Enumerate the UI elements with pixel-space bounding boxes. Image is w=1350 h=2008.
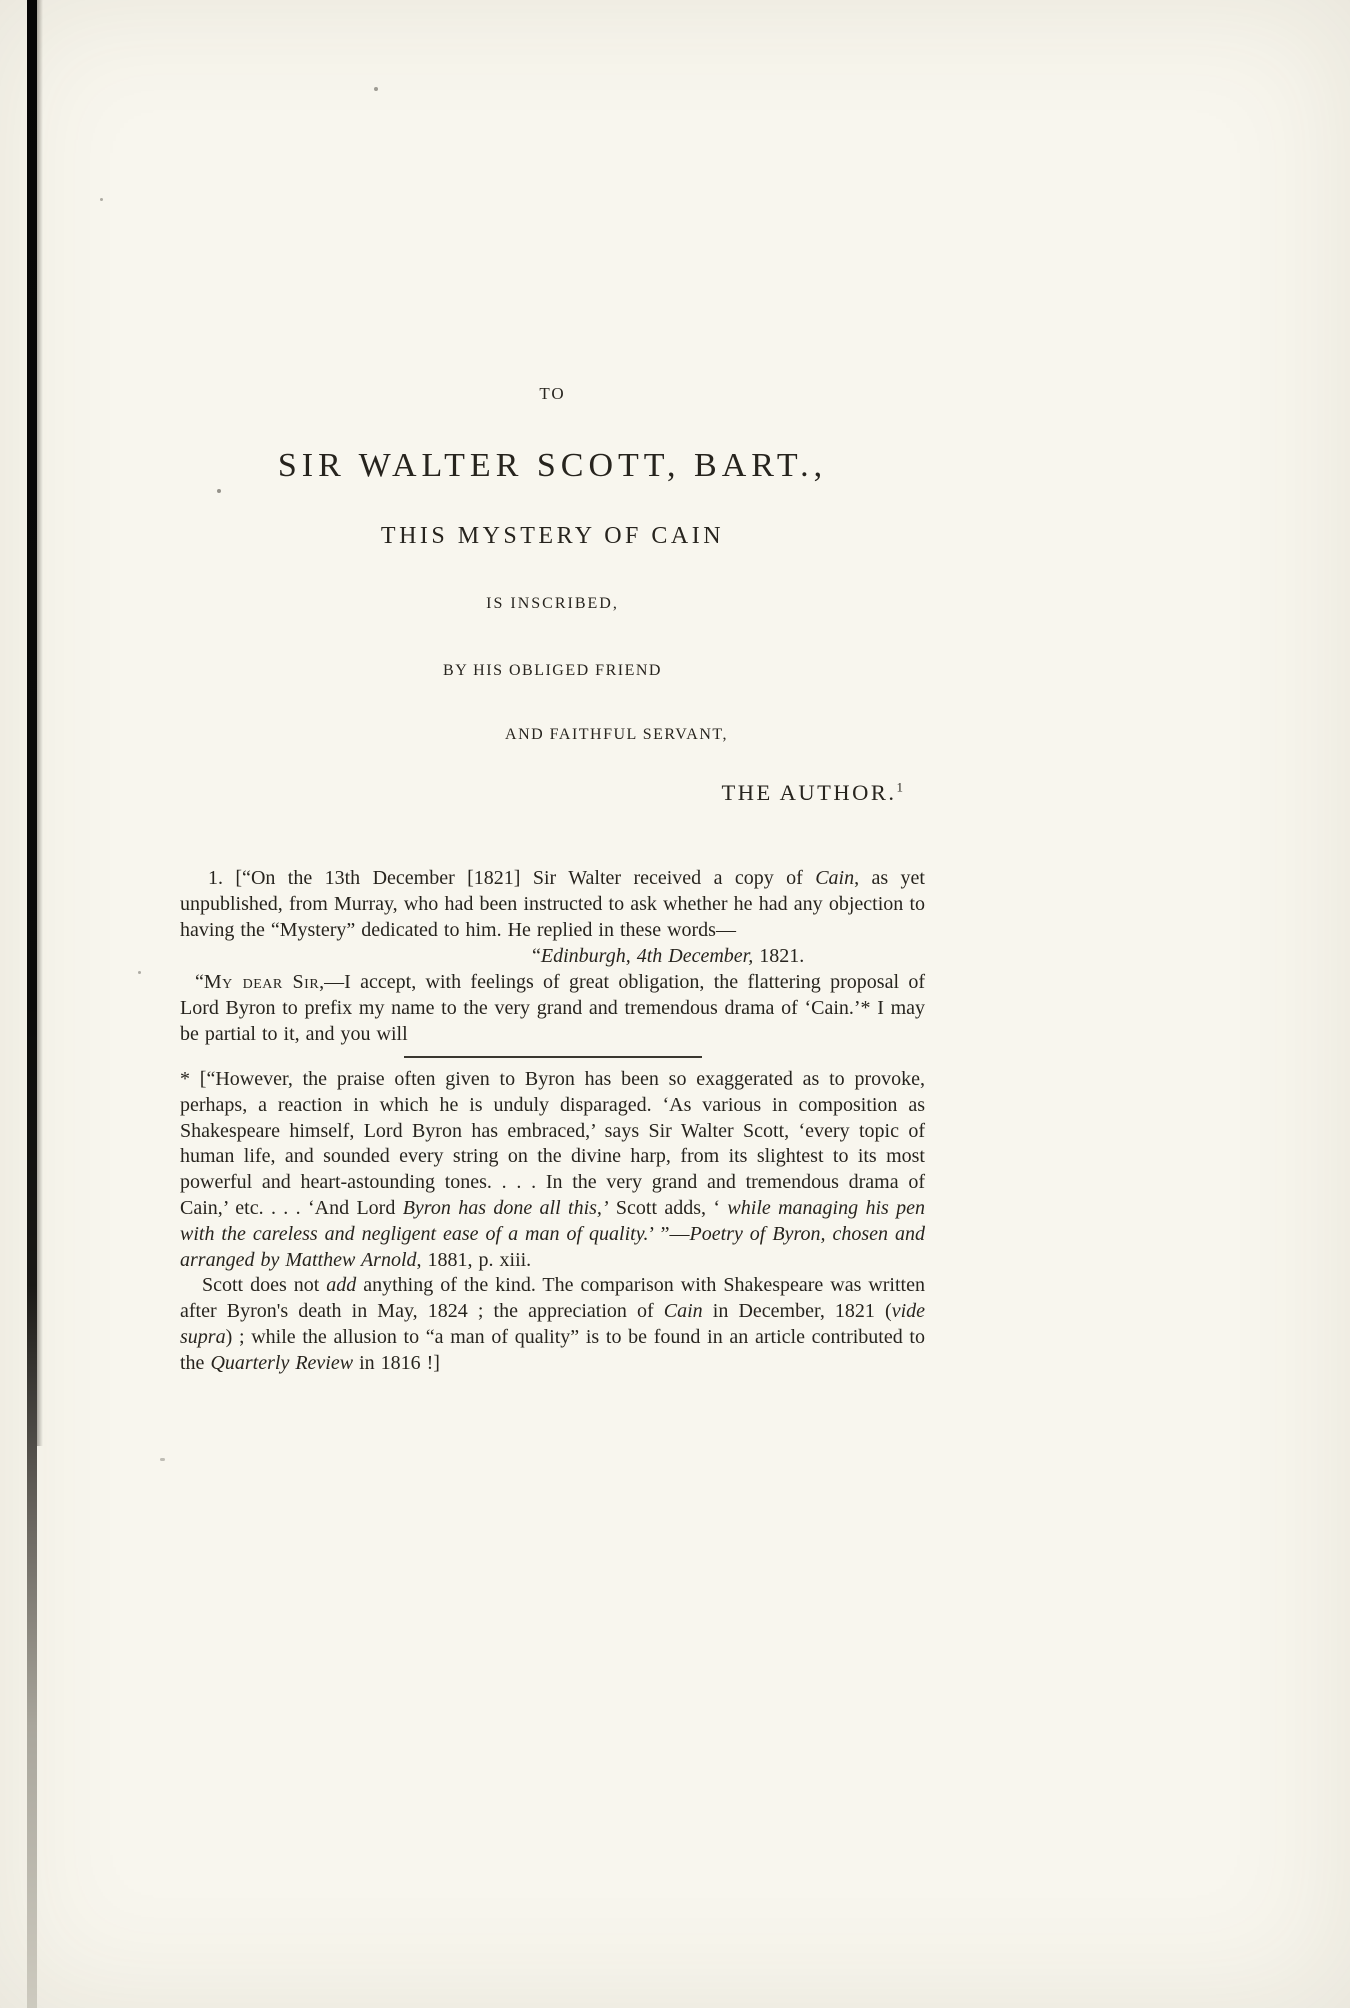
dedication-inscribed: IS INSCRIBED, bbox=[486, 595, 619, 612]
scan-speck bbox=[160, 1458, 165, 1461]
dedication-author-text: THE AUTHOR. bbox=[721, 780, 897, 805]
scan-speck bbox=[138, 971, 141, 974]
footnote-1 bbox=[180, 865, 925, 1047]
scan-speck bbox=[100, 198, 103, 201]
page-content bbox=[180, 0, 925, 1377]
footnote-1-dateline: “Edinburgh, 4th December, 1821. bbox=[532, 945, 805, 967]
dedication-to: TO bbox=[539, 384, 566, 403]
footnote-1-paragraph-1: 1. [“On the 13th December [1821] Sir Walter received a copy of Cain, as yet unpublished, from Murray, who had been instructed to ask whether he had any objection to having the “Mystery” dedicated to him. He replied in these words— bbox=[180, 867, 925, 941]
footnote-2 bbox=[180, 1067, 925, 1377]
footnote-2-paragraph-1: * [“However, the praise often given to Byron has been so exaggerated as to provoke, perhaps, a reaction in which he is unduly disparaged. ‘As various in composition as Shakespeare himself, Lord Byron has embraced,’ says Sir Walter Scott, ‘every topic of human life, and sounded every string on the divine harp, from its slightest to its most powerful and heart-astounding tones. . . . In the very grand and tremendous drama of Cain,’ etc. . . . ‘And Lord Byron has done all this,’ Scott adds, ‘ while managing his pen with the careless and negligent ease of a man of quality.’ ”—Poetry of Byron, chosen and arranged by Matthew Arnold, 1881, p. xiii. bbox=[180, 1068, 926, 1271]
dedication-author-line bbox=[180, 779, 925, 807]
dedication-work-title: THIS MYSTERY OF CAIN bbox=[380, 523, 725, 549]
dedication-friend-line: BY HIS OBLIGED FRIEND bbox=[443, 662, 662, 679]
footnote-1-paragraph-2: “My dear Sir,—I accept, with feelings of great obligation, the flattering proposal of Lord Byron to prefix my name to the very grand and tremendous drama of ‘Cain.’* I may be partial to it, and you will bbox=[180, 971, 925, 1045]
dedication-servant-line: AND FAITHFUL SERVANT, bbox=[505, 726, 728, 743]
binding-shadow bbox=[37, 0, 43, 1446]
footnote-2-paragraph-2: Scott does not add anything of the kind. The comparison with Shakespeare was written after Byron's death in May, 1824 ; the appreciation of Cain in December, 1821 (vide supra) ; while the allusion to “a man of quality” is to be found in an article contributed to the Quarterly Review in 1816 !] bbox=[180, 1274, 925, 1374]
book-binding-edge bbox=[27, 0, 37, 2008]
footnote-reference-1: 1 bbox=[896, 779, 903, 795]
footnote-separator-rule bbox=[404, 1056, 702, 1058]
dedication-name: SIR WALTER SCOTT, BART., bbox=[277, 447, 828, 484]
